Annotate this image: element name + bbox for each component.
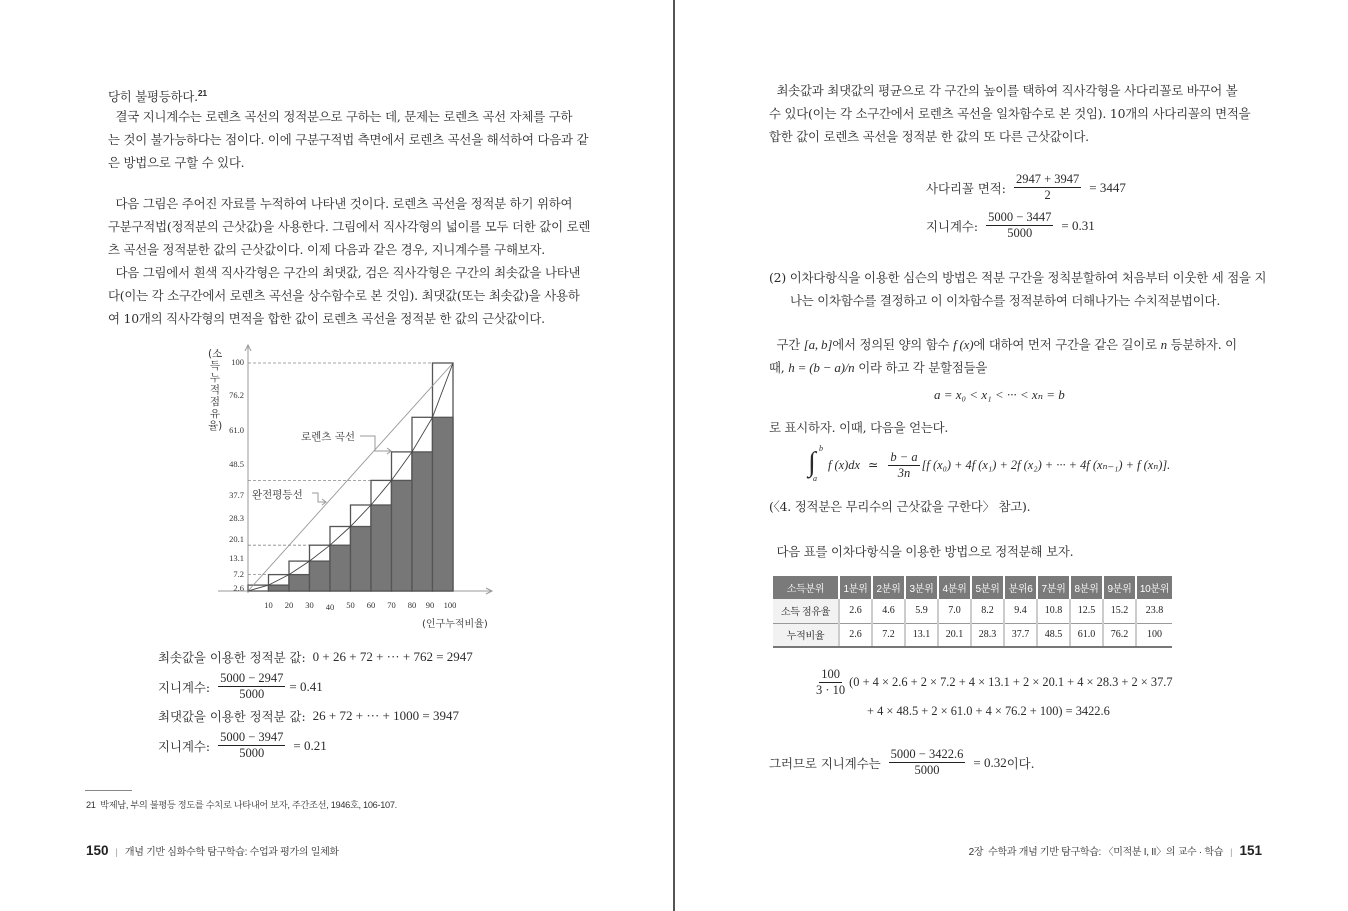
numerator: 5000 − 2947	[220, 671, 284, 685]
footnote: 21 박제남, 부의 불평등 정도를 수치로 나타내어 보자, 주간조선, 1946호, 106-107.	[86, 800, 397, 810]
conclusion-line	[769, 748, 1035, 777]
conclusion-label: 그러므로 지니계수는	[769, 755, 881, 771]
paragraph-chart-description	[108, 192, 590, 330]
max-integral-label: 최댓값을 이용한 정적분 값:	[158, 709, 306, 724]
y-tick: 2.6	[233, 583, 244, 593]
table-row	[773, 599, 1172, 623]
trapezoid-result: = 3447	[1089, 179, 1126, 195]
reference-text: (〈4. 정적분은 무리수의 근삿값을 구한다〉 참고).	[769, 499, 1031, 514]
page-footer-right	[969, 843, 1262, 858]
y-tick: 61.0	[229, 425, 244, 435]
gini-result: = 0.31	[1061, 217, 1095, 233]
table-cell: 20.1	[938, 623, 971, 647]
denominator: 2	[1044, 188, 1051, 202]
table-cell: 23.8	[1136, 599, 1172, 623]
display-text: 로 표시하자. 이때, 다음을 얻는다.	[769, 420, 949, 435]
table-cell: 7.2	[872, 623, 905, 647]
gini-trapezoid-line	[926, 211, 1095, 240]
footnote-divider	[85, 790, 132, 791]
text-line: 는 것이 불가능하다는 점이다. 이에 구분구적법 측면에서 로렌츠 곡선을 해석하여 다음과 같	[108, 132, 589, 147]
denominator: 5000	[1007, 226, 1033, 240]
min-integral-label: 최솟값을 이용한 정적분 값:	[158, 650, 306, 665]
table-cell: 9.4	[1004, 599, 1037, 623]
table-cell: 37.7	[1004, 623, 1037, 647]
income-quantile-table	[773, 576, 1172, 648]
table-header: 2분위	[872, 576, 905, 599]
simpson-calc-expr: (0 + 4 × 2.6 + 2 × 7.2 + 4 × 13.1 + 2 × 20.1 + 4 × 28.3 + 2 × 37.7	[849, 675, 1173, 689]
text-line: 결국 지니계수는 로렌츠 곡선의 정적분으로 구하는 데, 문제는 로렌츠 곡선 자체를 구하	[108, 109, 573, 124]
chart-canvas	[200, 340, 500, 635]
text-line: 나는 이차함수를 결정하고 이 이차함수를 정적분하여 더해나가는 수치적분법이다.	[790, 293, 1221, 308]
x-tick: 100	[443, 600, 457, 610]
gini-label: 지니계수:	[158, 679, 211, 695]
min-integral-expr: 0 + 26 + 72 + ··· + 762 = 2947	[312, 649, 473, 664]
simpson-sum: [f (x₀) + 4f (x₁) + 2f (x₂) + ··· + 4f (xₙ₋₁) + f (xₙ)].	[921, 458, 1171, 472]
gini-fraction	[218, 731, 285, 760]
numerator: 5000 − 3422.6	[890, 747, 964, 761]
lorenz-curve-chart	[200, 340, 500, 635]
table-cell: 15.2	[1103, 599, 1136, 623]
gini-fraction	[218, 672, 285, 701]
table-header: 4분위	[938, 576, 971, 599]
simpson-calc-line1	[816, 668, 1173, 697]
y-tick: 20.1	[229, 534, 244, 544]
table-cell: 61.0	[1070, 623, 1103, 647]
table-header: 분위6	[1004, 576, 1037, 599]
table-header: 3분위	[905, 576, 938, 599]
text-line: 츠 곡선을 정적분한 값의 근삿값이다. 이제 다음과 같은 경우, 지니계수를 구해보자.	[108, 242, 545, 257]
gini-label: 지니계수:	[926, 218, 979, 234]
upper-limit: b	[819, 444, 823, 453]
y-tick: 7.2	[233, 569, 244, 579]
approx-symbol: ≃	[868, 458, 879, 472]
table-header: 10분위	[1136, 576, 1172, 599]
denominator: 3 · 10	[816, 683, 846, 697]
y-tick: 37.7	[229, 490, 244, 500]
y-tick: 48.5	[229, 459, 244, 469]
footer-separator: |	[115, 847, 118, 857]
x-tick: 80	[407, 600, 417, 610]
gini-min-line	[158, 672, 323, 701]
trapezoid-fraction	[1014, 173, 1081, 202]
table-cell: 4.6	[872, 599, 905, 623]
table-row	[773, 623, 1172, 647]
math-n: n	[1160, 337, 1167, 352]
table-header: 7분위	[1037, 576, 1070, 599]
trapezoid-label: 사다리꼴 면적:	[926, 180, 1006, 196]
text-line: 다(이는 각 소구간에서 로렌츠 곡선을 상수함수로 본 것임). 최댓값(또는 최솟값)을 사용하	[108, 288, 580, 303]
gini-result: = 0.21	[293, 737, 327, 753]
text: 때,	[769, 360, 789, 375]
gini-result: = 0.41	[289, 678, 323, 694]
numerator: 100	[821, 667, 840, 681]
chapter-title: 2장 수학과 개념 기반 탐구학습: 〈미적분 I, II〉의 교수 · 학습	[968, 847, 1224, 858]
table-cell: 10.8	[1037, 599, 1070, 623]
text-line: 은 방법으로 구할 수 있다.	[108, 155, 245, 170]
simpson-formula	[808, 444, 1171, 483]
text: 이라 하고 각 분할점들을	[854, 360, 988, 375]
text-line: 여 10개의 직사각형의 면적을 합한 값이 로렌츠 곡선을 정적분 한 값의 근삿값이다.	[108, 311, 545, 326]
table-header: 5분위	[971, 576, 1004, 599]
book-title: 개념 기반 심화수학 탐구학습: 수업과 평가의 일체화	[124, 847, 339, 858]
text: 에 대하여 먼저 구간을 같은 길이로	[973, 337, 1161, 352]
paragraph-interval	[769, 333, 1237, 379]
text: 에서 정의된 양의 함수	[832, 337, 954, 352]
table-cell: 5.9	[905, 599, 938, 623]
numerator: b − a	[890, 449, 918, 464]
x-tick: 50	[346, 600, 355, 610]
simpson-calc-line2: + 4 × 48.5 + 2 × 61.0 + 4 × 76.2 + 100) = 3422.6	[867, 704, 1110, 718]
table-intro: 다음 표를 이차다항식을 이용한 방법으로 정적분해 보자.	[769, 544, 1074, 559]
table-cell: 2.6	[839, 623, 872, 647]
table-cell: 76.2	[1103, 623, 1136, 647]
text-line: 당히 불평등하다.	[108, 89, 198, 104]
page-number: 150	[86, 843, 109, 858]
x-tick: 90	[425, 600, 435, 610]
footnote-ref[interactable]: 21	[197, 88, 207, 98]
numerator: 2947 + 3947	[1015, 172, 1080, 186]
paragraph-trapezoid	[769, 79, 1250, 148]
table-header: 9분위	[1103, 576, 1136, 599]
page-number: 151	[1239, 843, 1262, 858]
table-header-row	[773, 576, 1172, 599]
math-function: f (x)	[953, 337, 974, 352]
text-line: 최솟값과 최댓값의 평균으로 각 구간의 높이를 택하여 직사각형을 사다리꼴로 바꾸어 볼	[769, 83, 1238, 98]
y-tick: 28.3	[229, 513, 244, 523]
max-integral-expr: 26 + 72 + ··· + 1000 = 3947	[312, 708, 459, 723]
gini-fraction	[986, 211, 1053, 240]
text-line: 다음 그림은 주어진 자료를 누적하여 나타낸 것이다. 로렌츠 곡선을 정적분 하기 위하여	[108, 196, 573, 211]
numerator: 5000 − 3447	[988, 210, 1052, 224]
gini-fraction	[889, 748, 966, 777]
table-cell: 100	[1136, 623, 1172, 647]
table-header: 8분위	[1070, 576, 1103, 599]
row-label: 누적비율	[773, 623, 839, 647]
x-tick: 30	[305, 600, 314, 610]
footer-separator: |	[1230, 847, 1233, 857]
text-line: 구분구적법(정적분의 근삿값)을 사용한다. 그림에서 직사각형의 넓이를 모두 더한 값이 로렌	[108, 219, 591, 234]
gini-label: 지니계수:	[158, 738, 211, 754]
table-cell: 12.5	[1070, 599, 1103, 623]
simpson-coefficient	[888, 451, 919, 480]
table-cell: 28.3	[971, 623, 1004, 647]
math-interval: [a, b]	[803, 337, 833, 352]
annotation-equality-line: 완전평등선	[252, 489, 303, 501]
y-tick: 76.2	[229, 390, 244, 400]
text-line: 수 있다(이는 각 소구간에서 로렌츠 곡선을 일차함수로 본 것임). 10개의 사다리꼴의 면적을	[769, 106, 1251, 121]
gini-max-line	[158, 731, 327, 760]
table-cell: 8.2	[971, 599, 1004, 623]
partition-equation: a = x₀ < x₁ < ··· < xₙ = b	[934, 387, 1065, 402]
conclusion-suffix: 이다.	[1006, 755, 1035, 771]
denominator: 5000	[239, 687, 265, 701]
x-tick: 20	[284, 600, 294, 610]
table-cell: 48.5	[1037, 623, 1070, 647]
page-gutter	[673, 0, 675, 911]
paragraph-gini-intro	[108, 105, 588, 174]
x-tick: 40	[325, 602, 335, 612]
row-label: 소득 점유율	[773, 599, 839, 623]
integral-sign: ∫ b a	[808, 444, 823, 483]
text-line: (2) 이차다항식을 이용한 심슨의 방법은 적분 구간을 정칙분할하여 처음부터 이웃한 세 점을 지	[769, 270, 1267, 285]
simpson-calc-coefficient	[816, 668, 845, 697]
math-h: h = (b − a)/n	[788, 360, 855, 375]
lower-limit: a	[813, 474, 817, 483]
y-tick: 100	[231, 357, 244, 367]
table-cell: 7.0	[938, 599, 971, 623]
denominator: 3n	[897, 465, 911, 480]
y-tick: 13.1	[229, 553, 244, 563]
min-integral-line	[158, 648, 473, 666]
text-line: 합한 값이 로렌츠 곡선을 정적분 한 값의 또 다른 근삿값이다.	[769, 129, 1089, 144]
text: 구간	[769, 337, 804, 352]
denominator: 5000	[239, 746, 265, 760]
table-cell: 13.1	[905, 623, 938, 647]
x-tick: 60	[366, 600, 376, 610]
max-integral-line	[158, 707, 459, 725]
paragraph-simpson-intro	[769, 266, 1266, 312]
x-tick: 70	[387, 600, 396, 610]
table-cell: 2.6	[839, 599, 872, 623]
page-footer-left	[86, 843, 339, 858]
text: 등분하자. 이	[1166, 337, 1237, 352]
table-header: 1분위	[839, 576, 872, 599]
annotation-lorenz-curve: 로렌츠 곡선	[301, 431, 356, 443]
text-line: 다음 그림에서 흰색 직사각형은 구간의 최댓값, 검은 직사각형은 구간의 최솟값을 나타낸	[108, 265, 581, 280]
gini-result: = 0.32	[973, 754, 1007, 770]
right-page	[676, 0, 1348, 911]
trapezoid-area-line	[926, 173, 1126, 202]
x-tick: 10	[264, 600, 273, 610]
table-header: 소득분위	[773, 576, 839, 599]
integrand: f (x)dx	[828, 457, 860, 472]
x-axis-label: (인구누적비율)	[422, 619, 488, 630]
denominator: 5000	[914, 763, 940, 777]
numerator: 5000 − 3947	[220, 730, 284, 744]
y-axis-label: (소득 누적 점유율)	[208, 348, 223, 432]
